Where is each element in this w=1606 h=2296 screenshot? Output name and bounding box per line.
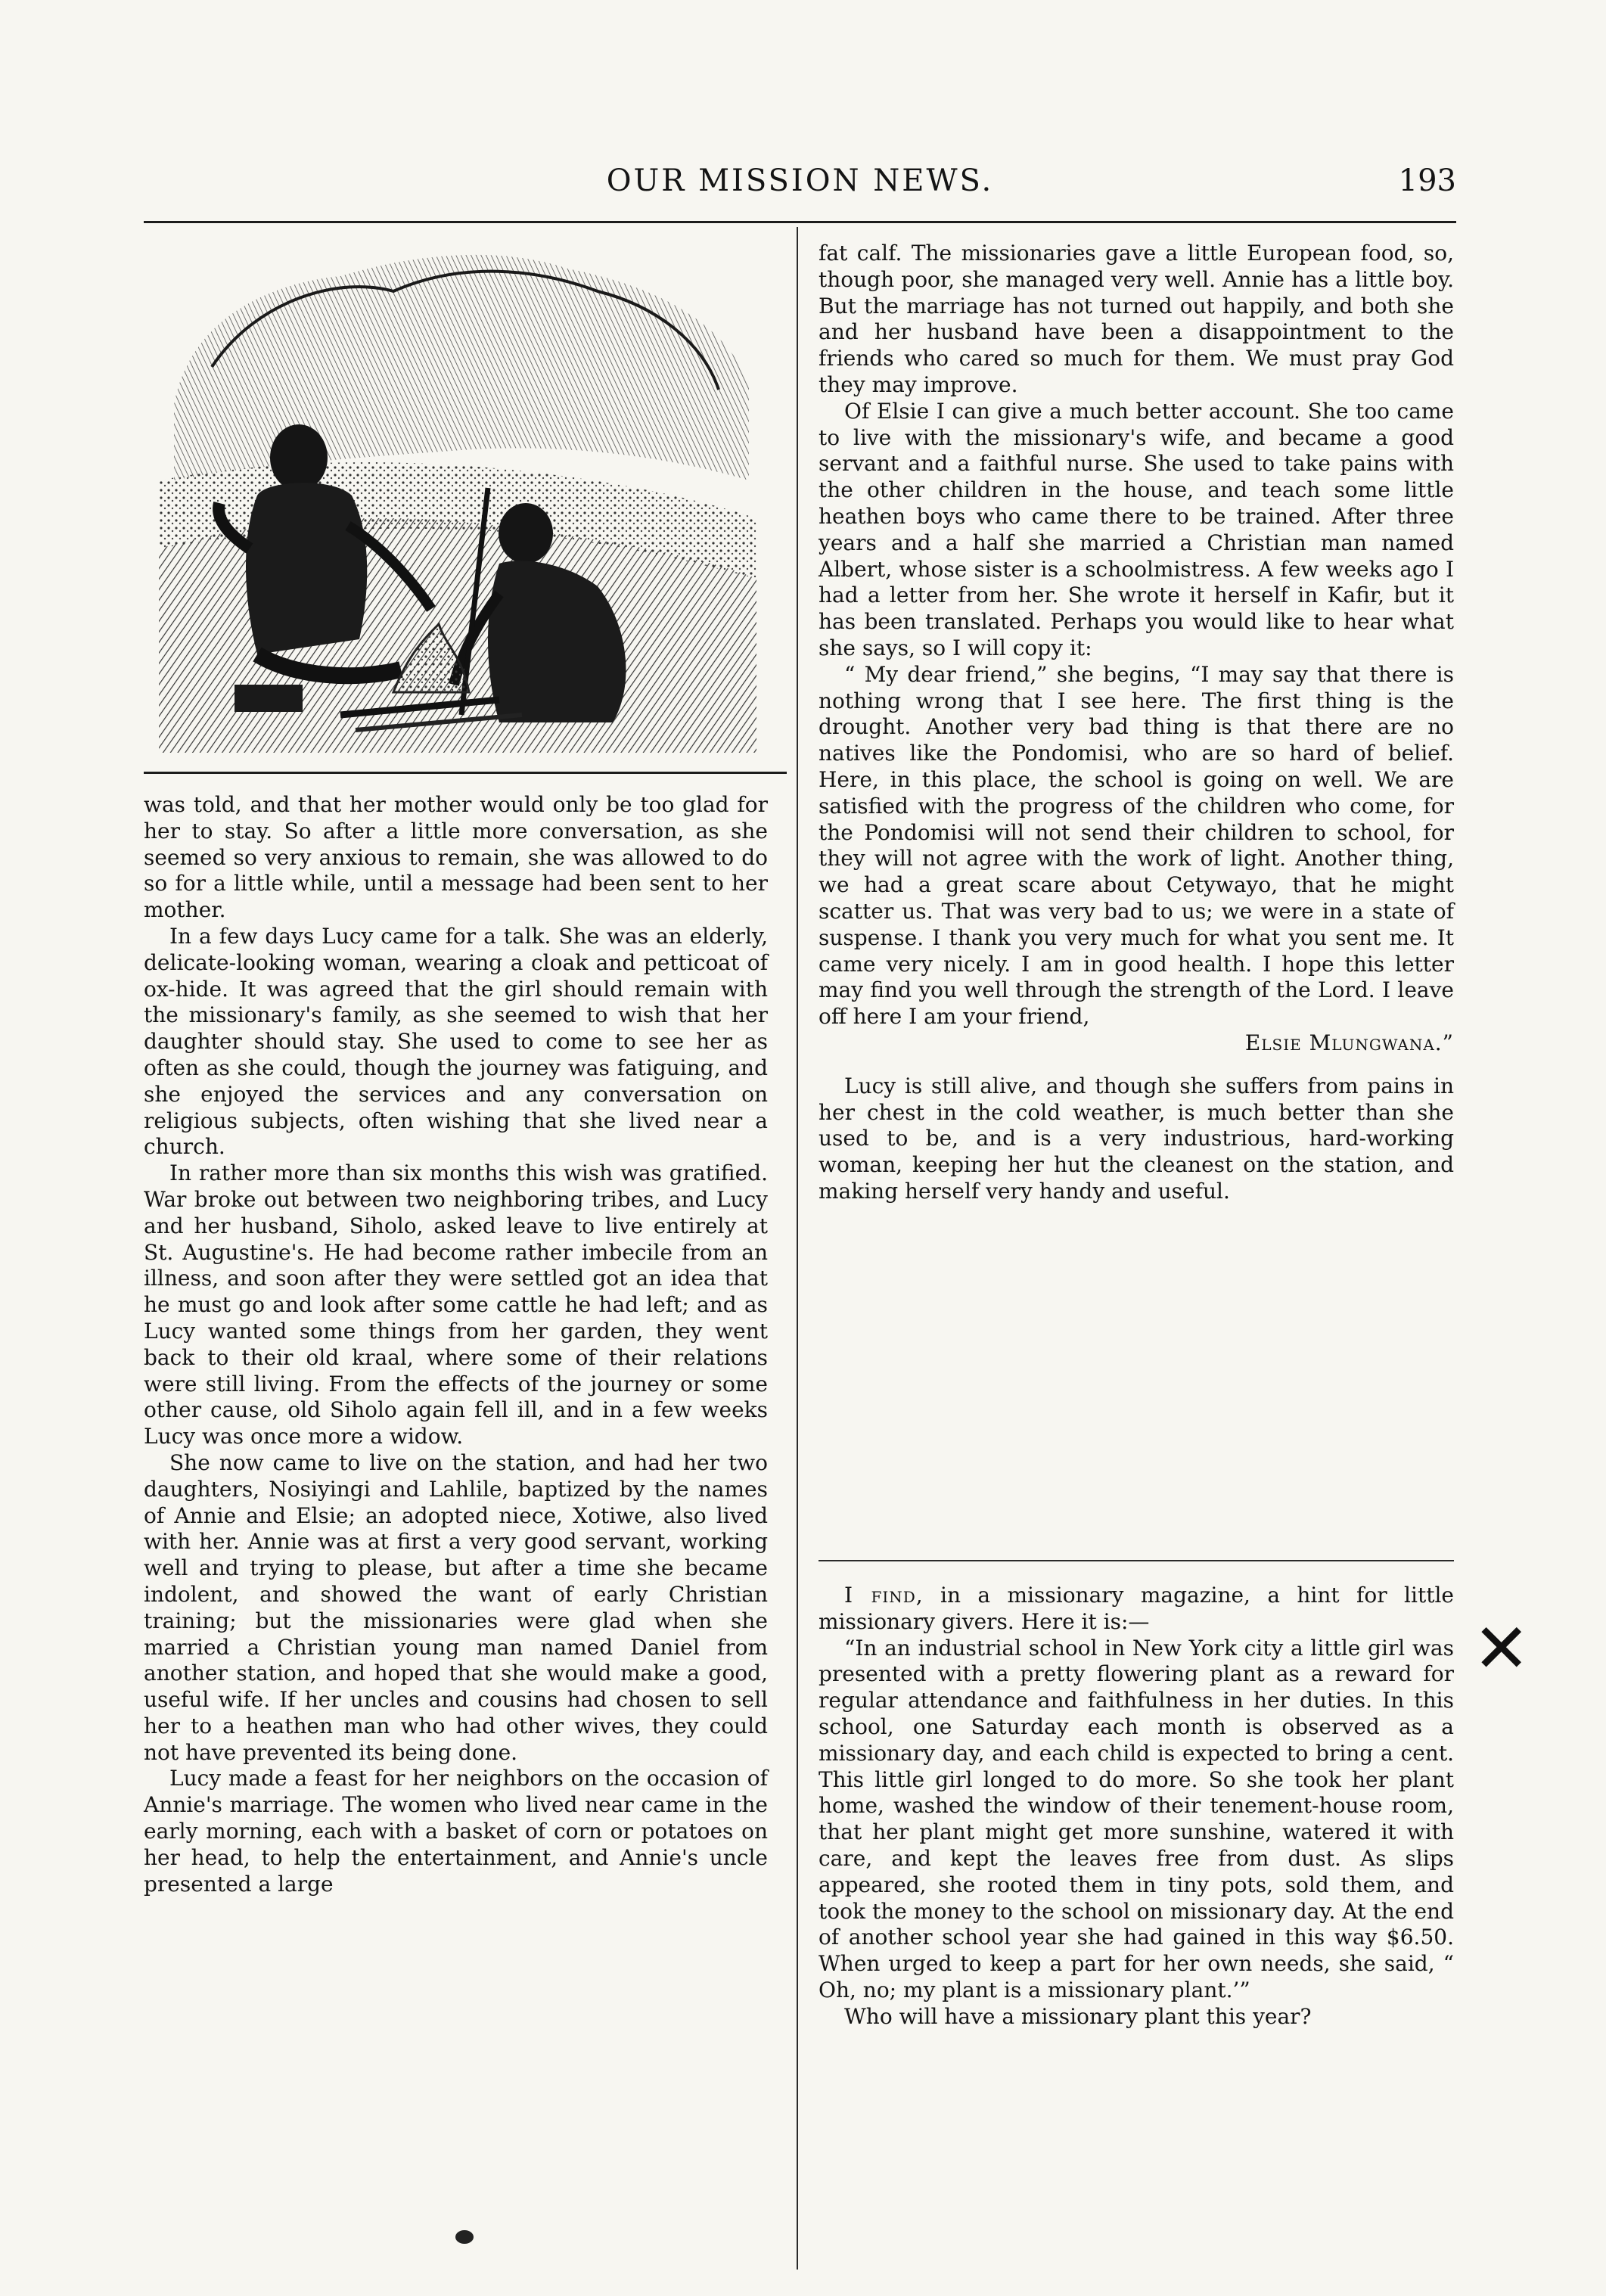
column-rule <box>797 227 798 2270</box>
item-quote: “In an industrial school in New York city a little girl was presented with a pretty flowering plant as a reward for regular attendance and faithfulness in her duties. In this school, one Saturday each month is observed as a missionary day, and each child is expected to bring a cent. This little girl longed to do more. So she took her plant home, washed the window of their tenement-house room, that her plant might get more sunshine, watered it with care, and kept the leaves free from dust. As slips appeared, she rooted them in tiny pots, sold them, and took the money to the school on missionary day. At the end of another school year she had gained in this way $6.50. When urged to keep a part for her own needs, she said, “ Oh, no; my plant is a missionary plant.’” <box>819 1635 1454 2002</box>
page-header <box>144 163 1456 209</box>
illustration-rule <box>144 772 787 774</box>
paragraph: In rather more than six months this wish was gratified. War broke out between two neighboring tribes, and Lucy and her husband, Siholo, asked leave to live entirely at St. Augustine's. He had become rather imbecile from an illness, and soon after they were settled got an idea that he must go and look after some cattle he had left; and as Lucy wanted some things from her garden, they went back to their old kraal, where some of their relations were still living. From the effects of the journey or some other cause, old Siholo again fell ill, and in a few weeks Lucy was once more a widow. <box>144 1160 768 1449</box>
paragraph: Lucy made a feast for her neighbors on the occasion of Annie's marriage. The women who lived near came in the early morning, each with a basket of corn or potatoes on her head, to help the entertainment, and Annie's uncle presented a large <box>144 1766 768 1897</box>
header-rule <box>144 221 1456 223</box>
right-column-letter <box>819 241 1454 1205</box>
running-title: OUR MISSION NEWS. <box>606 163 994 198</box>
letter-signature: Elsie Mlungwana.” <box>1244 1030 1454 1055</box>
ink-blot-icon <box>455 2230 474 2244</box>
item-intro <box>819 1583 1454 1636</box>
item-rest: in a missionary magazine, a hint for little missionary givers. Here it is:— <box>819 1583 1454 1634</box>
handwritten-x-mark-icon: ✕ <box>1473 1609 1530 1689</box>
engraving-two-figures-icon <box>144 231 768 760</box>
paragraph: Of Elsie I can give a much better account. She too came to live with the missionary's wife, and became a good servant and a faithful nurse. She used to take pains with the other children in the house, and teach some little heathen boys who came there to be trained. After three years and a half she married a Christian man named Albert, whose sister is a schoolmistress. A few weeks ago I had a letter from her. She wrote it herself in Kafir, but it has been translated. Perhaps you would like to hear what she says, so I will copy it: <box>819 398 1454 660</box>
paragraph: In a few days Lucy came for a talk. She was an elderly, delicate-looking woman, wearing a cloak and petticoat of ox-hide. It was agreed that the girl should remain with the missionary's family, as she seemed to wish that her daughter should stay. She used to come to see her as often as she could, though the journey was fatiguing, and she enjoyed the services and any conversation on religious subjects, often wishing that she lived near a church. <box>144 923 768 1160</box>
paragraph: was told, and that her mother would only be too glad for her to stay. So after a little more conversation, as she seemed so very anxious to remain, she was allowed to do so for a little while, until a message had been sent to her mother. <box>144 792 768 923</box>
section-divider <box>819 1560 1454 1561</box>
letter-paragraph: “ My dear friend,” she begins, “I may say that there is nothing wrong that I see here. The first thing is the drought. Another very bad thing is that there are no natives like the Pondomisi, who are so hard of belief. Here, in this place, the school is going on well. We are satisfied with the progress of the children who come, for the Pondomisi will not send their children to school, for they will not agree with the work of light. Another thing, we had a great scare about Cetywayo, that he might scatter us. That was very bad to us; we were in a state of suspense. I thank you very much for what you sent me. It came very nicely. I am in good health. I hope this letter may find you well through the strength of the Lord. I leave off here I am your friend, <box>819 661 1454 1030</box>
item-question: Who will have a missionary plant this year? <box>844 2003 1312 2029</box>
paragraph: fat calf. The missionaries gave a little European food, so, though poor, she managed very well. Annie has a little boy. But the marriage has not turned out happily, and both she and her husband have been a disappointment to the friends who cared so much for them. We must pray God they may improve. <box>819 241 1454 397</box>
paragraph: Lucy is still alive, and though she suffers from pains in her chest in the cold weather, is much better than she used to be, and is a very industrious, hard-working woman, keeping her hut the cleanest on the station, and making herself very handy and useful. <box>819 1073 1454 1204</box>
paragraph: She now came to live on the station, and had her two daughters, Nosiyingi and Lahlile, baptized by the names of Annie and Elsie; an adopted niece, Xotiwe, also lived with her. Annie was at first a very good servant, working well and trying to please, but after a time she became indolent, and showed the want of early Christian training; but the missionaries were glad when she married a Christian young man named Daniel from another station, and hoped that she would make a good, useful wife. If her uncles and cousins had chosen to sell her to a heathen man who had other wives, they could not have prevented its being done. <box>144 1449 768 1765</box>
left-column <box>144 792 768 1897</box>
page-number: 193 <box>1398 163 1456 198</box>
right-column-item <box>819 1583 1454 2030</box>
item-lead: I find, <box>844 1583 924 1608</box>
